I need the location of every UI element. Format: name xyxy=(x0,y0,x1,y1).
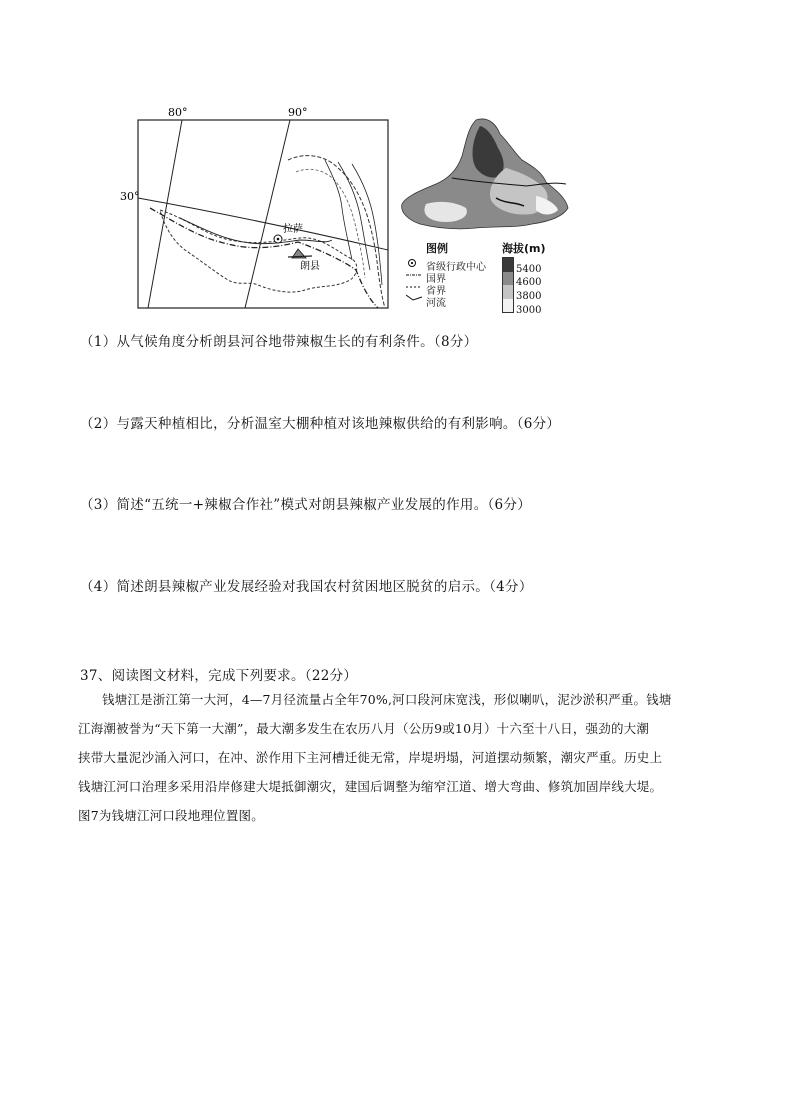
passage-line-1: 钱塘江是浙江第一大河，4—7月径流量占全年70%,河口段河床宽浅，形似喇叭，泥沙淤积严重。钱塘 xyxy=(102,692,672,707)
place-langxian: 朗县 xyxy=(300,261,320,272)
legend-item-river: 河流 xyxy=(426,298,446,309)
longitude-label-80: 80° xyxy=(168,106,188,119)
location-map xyxy=(120,100,405,315)
question-1: （1）从气候角度分析朗县河谷地带辣椒生长的有利条件。（8分） xyxy=(80,334,478,350)
passage-line-2: 江海潮被誉为“天下第一大潮”，最大潮多发生在农历八月（公历9或10月）十六至十八日，强劲的大潮 xyxy=(78,721,650,736)
question-37-passage xyxy=(78,685,728,830)
elevation-map xyxy=(396,112,576,237)
capital-icon xyxy=(409,260,416,267)
elevation-ramp xyxy=(502,257,514,313)
map-legend xyxy=(404,240,594,320)
map-frame xyxy=(138,120,388,308)
elevation-swatch xyxy=(503,258,513,272)
elevation-swatch xyxy=(503,272,513,286)
legend-item-provincial: 省界 xyxy=(426,286,446,297)
latitude-label-30: 30° xyxy=(120,190,140,203)
legend-item-capital: 省级行政中心 xyxy=(426,262,486,273)
elevation-level-4600: 4600 xyxy=(516,277,542,288)
elevation-title: 海拔(m) xyxy=(502,242,546,255)
question-3: （3）简述“五统一+辣椒合作社”模式对朗县辣椒产业发展的作用。（6分） xyxy=(80,497,532,513)
longitude-label-90: 90° xyxy=(288,106,308,119)
elevation-level-3000: 3000 xyxy=(516,305,542,316)
legend-item-national: 国界 xyxy=(426,274,446,285)
elevation-level-5400: 5400 xyxy=(516,264,542,275)
elevation-swatch xyxy=(503,299,513,313)
legend-title: 图例 xyxy=(426,242,448,255)
question-37-heading: 37、阅读图文材料，完成下列要求。（22分） xyxy=(80,668,358,684)
passage-line-3: 挟带大量泥沙涌入河口，在冲、淤作用下主河槽迁徙无常，岸堤坍塌，河道摆动频繁，潮灾严重。历史上 xyxy=(78,750,663,765)
passage-line-5: 图7为钱塘江河口段地理位置图。 xyxy=(78,808,264,823)
question-4: （4）简述朗县辣椒产业发展经验对我国农村贫困地区脱贫的启示。（4分） xyxy=(80,579,533,595)
river-icon xyxy=(406,295,422,300)
legend-symbols xyxy=(406,258,426,318)
elevation-level-3800: 3800 xyxy=(516,291,542,302)
place-lhasa: 拉萨 xyxy=(283,224,303,235)
question-2: （2）与露天种植相比，分析温室大棚种植对该地辣椒供给的有利影响。（6分） xyxy=(80,416,561,432)
passage-line-4: 钱塘江河口治理多采用沿岸修建大堤抵御潮灾，建国后调整为缩窄江道、增大弯曲、修筑加固岸线大堤。 xyxy=(78,779,663,794)
elevation-swatch xyxy=(503,285,513,299)
